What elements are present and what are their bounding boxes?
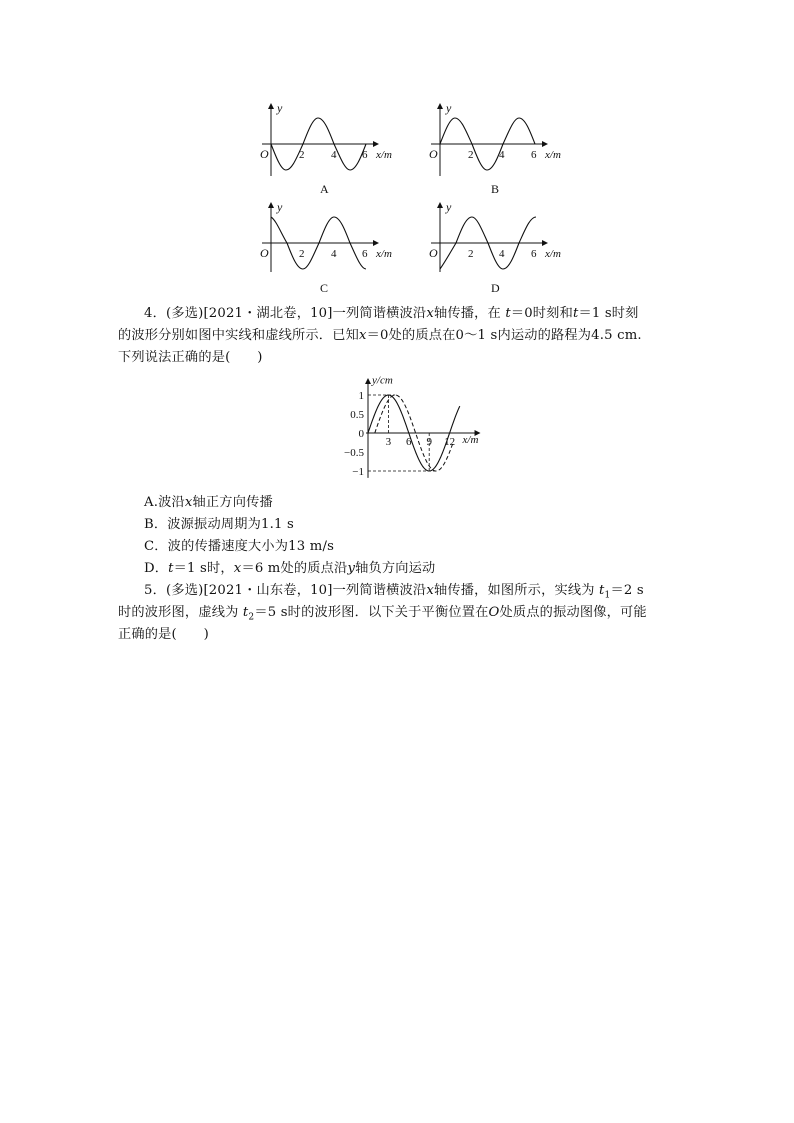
origin-label: O xyxy=(429,147,438,161)
y-tick-label: −0.5 xyxy=(344,447,364,459)
origin-label: O xyxy=(260,147,269,161)
x-axis-label: x/m xyxy=(376,248,392,260)
panel-label: A xyxy=(320,182,329,196)
y-axis-label: y xyxy=(277,200,283,214)
tick-label: 6 xyxy=(362,149,368,161)
x-axis-label: x/m xyxy=(545,149,561,161)
origin-label: O xyxy=(429,246,438,260)
q4-line-1: 4．(多选)[2021・湖北卷，10]一列简谐横波沿x轴传播，在 t＝0时刻和t＝1 s时刻 xyxy=(144,306,639,321)
y-axis-label: y xyxy=(446,200,452,214)
panel-a xyxy=(260,101,392,196)
y-axis-label: y xyxy=(446,101,452,115)
y-tick-label: −1 xyxy=(352,466,364,478)
x-tick-label: 12 xyxy=(444,436,456,448)
tick-label: 2 xyxy=(468,248,474,260)
x-tick-label: 6 xyxy=(406,436,412,448)
tick-label: 4 xyxy=(331,248,337,260)
q4-option-d: D．t＝1 s时，x＝6 m处的质点沿y轴负方向运动 xyxy=(144,561,436,576)
x-axis-title: x/m xyxy=(462,434,479,446)
panel-d xyxy=(429,200,561,295)
y-axis-label: y xyxy=(277,101,283,115)
q4-line-2: 的波形分别如图中实线和虚线所示．已知x＝0处的质点在0～1 s内运动的路程为4.5 cm. xyxy=(118,328,642,343)
panel-c xyxy=(260,200,392,295)
x-axis-label: x/m xyxy=(545,248,561,260)
y-tick-label: 0.5 xyxy=(350,409,364,421)
x-tick-label: 9 xyxy=(426,436,432,448)
q4-option-b: B．波源振动周期为1.1 s xyxy=(144,517,294,532)
tick-label: 2 xyxy=(299,248,305,260)
x-tick-label: 3 xyxy=(385,436,392,448)
panel-b xyxy=(429,101,561,196)
q4-line-3: 下列说法正确的是( ) xyxy=(118,350,263,365)
origin-label: O xyxy=(260,246,269,260)
panel-label: B xyxy=(491,182,500,196)
q5-line-2: 时的波形图，虚线为 $t_2=5$ s时的波形图．以下关于平衡位置在O处质点的振动图像，可能 xyxy=(118,605,647,623)
q4-wave-chart xyxy=(0,370,794,490)
q4-option-a: A.波沿x轴正方向传播 xyxy=(144,495,273,510)
x-axis-label: x/m xyxy=(376,149,392,161)
tick-label: 6 xyxy=(531,248,537,260)
tick-label: 4 xyxy=(499,149,505,161)
tick-label: 2 xyxy=(468,149,474,161)
panel-label: C xyxy=(320,281,329,295)
y-tick-label: 0 xyxy=(358,428,364,440)
tick-label: 6 xyxy=(362,248,368,260)
tick-label: 6 xyxy=(531,149,537,161)
panel-label: D xyxy=(491,281,500,295)
options-figure xyxy=(0,0,794,300)
tick-label: 4 xyxy=(499,248,505,260)
tick-label: 4 xyxy=(331,149,337,161)
q4-option-c: C．波的传播速度大小为13 m/s xyxy=(144,539,335,554)
q5-line-1: 5．(多选)[2021・山东卷，10]一列简谐横波沿x轴传播，如图所示，实线为 $t_1=2$ s xyxy=(144,583,644,601)
y-axis-title: y/cm xyxy=(372,374,393,387)
y-tick-label: 1 xyxy=(358,390,364,402)
tick-label: 2 xyxy=(299,149,305,161)
q5-line-3: 正确的是( ) xyxy=(118,627,210,642)
